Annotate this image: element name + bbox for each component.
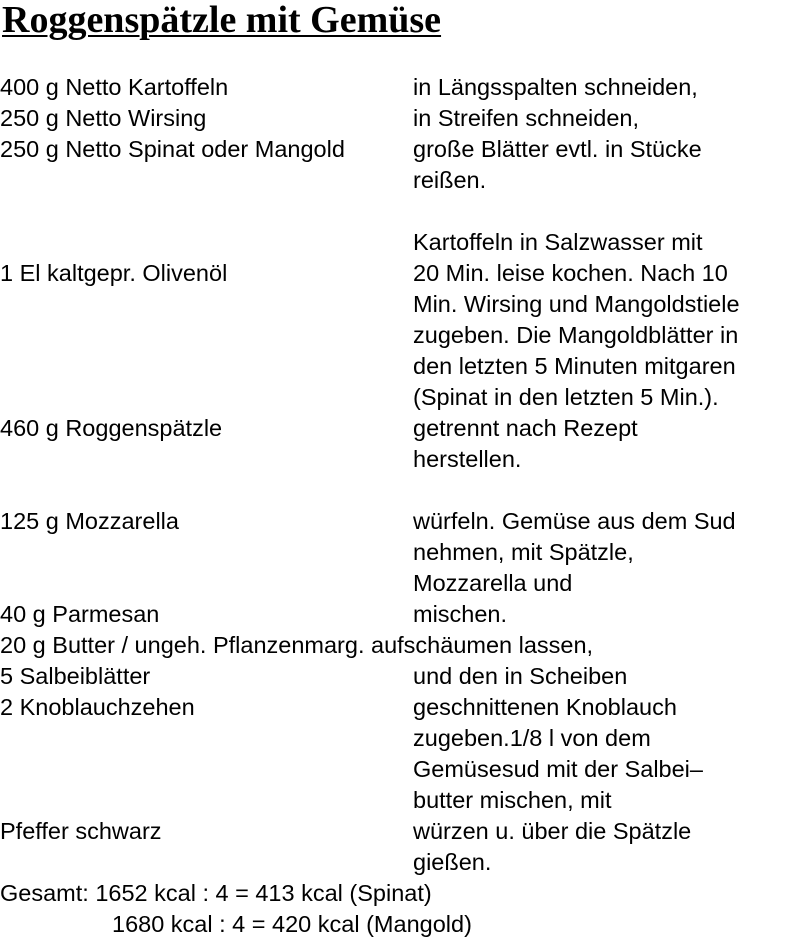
ingredient — [0, 444, 413, 475]
ingredient — [0, 847, 413, 878]
recipe-row — [0, 568, 787, 599]
full-width-line: Gesamt: 1652 kcal : 4 = 413 kcal (Spinat) — [0, 880, 432, 906]
recipe-body — [0, 72, 787, 940]
ingredient — [0, 320, 413, 351]
recipe-row — [0, 909, 787, 940]
instruction: Kartoffeln in Salzwasser mit — [413, 229, 703, 255]
ingredient: 250 g Netto Spinat oder Mangold — [0, 136, 345, 162]
recipe-row — [0, 599, 787, 630]
recipe-row — [0, 475, 787, 506]
ingredient: 460 g Roggenspätzle — [0, 415, 223, 441]
instruction: geschnittenen Knoblauch — [413, 694, 677, 720]
ingredient — [0, 196, 413, 227]
recipe-row — [0, 537, 787, 568]
instruction: in Streifen schneiden, — [413, 105, 640, 131]
instruction: butter mischen, mit — [413, 787, 612, 813]
recipe-row — [0, 785, 787, 816]
instruction: würfeln. Gemüse aus dem Sud — [413, 508, 736, 534]
recipe-row — [0, 847, 787, 878]
recipe-title: Roggenspätzle mit Gemüse — [2, 0, 442, 41]
full-width-line: 20 g Butter / ungeh. Pflanzenmarg. aufschäumen lassen, — [0, 632, 594, 658]
ingredient — [0, 785, 413, 816]
instruction: große Blätter evtl. in Stücke — [413, 136, 702, 162]
instruction: Gemüsesud mit der Salbei– — [413, 756, 703, 782]
recipe-row — [0, 351, 787, 382]
instruction: getrennt nach Rezept — [413, 415, 638, 441]
recipe-row — [0, 723, 787, 754]
instruction: zugeben.1/8 l von dem — [413, 725, 651, 751]
ingredient — [0, 165, 413, 196]
instruction — [413, 475, 787, 506]
ingredient — [0, 475, 413, 506]
ingredient: 40 g Parmesan — [0, 601, 160, 627]
ingredient: 1 El kaltgepr. Olivenöl — [0, 260, 228, 286]
ingredient: 2 Knoblauchzehen — [0, 694, 195, 720]
recipe-row — [0, 196, 787, 227]
instruction: Min. Wirsing und Mangoldstiele — [413, 291, 740, 317]
instruction: in Längsspalten schneiden, — [413, 74, 698, 100]
instruction: herstellen. — [413, 446, 522, 472]
recipe-row — [0, 320, 787, 351]
ingredient — [0, 382, 413, 413]
ingredient — [0, 351, 413, 382]
recipe-row — [0, 413, 787, 444]
instruction: 20 Min. leise kochen. Nach 10 — [413, 260, 728, 286]
recipe-row — [0, 506, 787, 537]
recipe-row — [0, 630, 787, 661]
instruction: reißen. — [413, 167, 487, 193]
recipe-row — [0, 258, 787, 289]
ingredient: 250 g Netto Wirsing — [0, 105, 207, 131]
instruction: Mozzarella und — [413, 570, 573, 596]
recipe-row — [0, 816, 787, 847]
ingredient — [0, 754, 413, 785]
instruction: zugeben. Die Mangoldblätter in — [413, 322, 739, 348]
recipe-row — [0, 165, 787, 196]
recipe-row — [0, 134, 787, 165]
ingredient — [0, 723, 413, 754]
ingredient — [0, 568, 413, 599]
ingredient: Pfeffer schwarz — [0, 818, 162, 844]
instruction: den letzten 5 Minuten mitgaren — [413, 353, 736, 379]
recipe-row — [0, 661, 787, 692]
instruction: nehmen, mit Spätzle, — [413, 539, 634, 565]
recipe-row — [0, 382, 787, 413]
ingredient — [0, 289, 413, 320]
recipe-row — [0, 754, 787, 785]
recipe-row — [0, 878, 787, 909]
ingredient: 125 g Mozzarella — [0, 508, 179, 534]
instruction — [413, 196, 787, 227]
ingredient — [0, 227, 413, 258]
ingredient — [0, 537, 413, 568]
recipe-row — [0, 289, 787, 320]
instruction: mischen. — [413, 601, 508, 627]
ingredient: 400 g Netto Kartoffeln — [0, 74, 229, 100]
recipe-row — [0, 227, 787, 258]
instruction: würzen u. über die Spätzle — [413, 818, 692, 844]
ingredient: 5 Salbeiblätter — [0, 663, 151, 689]
instruction: und den in Scheiben — [413, 663, 628, 689]
calorie-line-indented: 1680 kcal : 4 = 420 kcal (Mangold) — [112, 911, 472, 937]
recipe-row — [0, 444, 787, 475]
recipe-row — [0, 72, 787, 103]
instruction: (Spinat in den letzten 5 Min.). — [413, 384, 719, 410]
recipe-row — [0, 692, 787, 723]
instruction: gießen. — [413, 849, 492, 875]
recipe-row — [0, 103, 787, 134]
